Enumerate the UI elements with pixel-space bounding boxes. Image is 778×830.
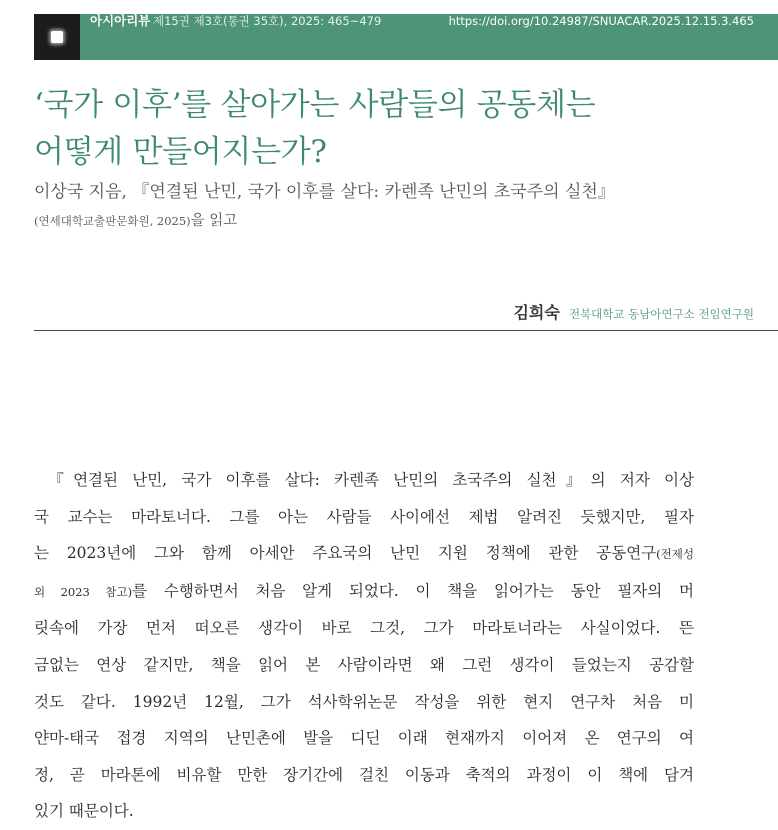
doi-link[interactable]: https://doi.org/10.24987/SNUACAR.2025.12.15.3.465	[448, 14, 754, 28]
body-line: 국 교수는 마라토너다. 그를 아는 사람들 사이에선 제법 알려진 듯했지만, 필자	[34, 507, 694, 526]
journal-issue: 제15권 제3호(통권 35호), 2025: 465~479	[153, 14, 382, 28]
book-reference-line-1: 이상국 지음, 『연결된 난민, 국가 이후를 살다: 카렌족 난민의 초국주의 실천』	[34, 182, 615, 202]
journal-name: 아시아리뷰	[90, 13, 151, 28]
body-line: 는 2023년에 그와 함께 아세안 주요국의 난민 지원 정책에 관한 공동연구(전제성	[34, 544, 694, 563]
body-line: 외 2023 참고)를 수행하면서 처음 알게 되었다. 이 책을 읽어가는 동안 필자의 머	[34, 581, 694, 600]
title-line-1: ‘국가 이후’를 살아가는 사람들의 공동체는	[34, 87, 596, 123]
author-name: 김희숙	[513, 303, 560, 322]
article-title	[34, 82, 734, 176]
body-line: 『연결된 난민, 국가 이후를 살다: 카렌족 난민의 초국주의 실천』의 저자 이상	[48, 471, 694, 489]
reading-suffix: 을 읽고	[190, 213, 238, 229]
body-line: 정, 곧 마라톤에 비유할 만한 장기간에 걸친 이동과 축적의 과정이 이 책에 담겨	[34, 765, 694, 784]
author-affiliation: 전북대학교 동남아연구소 전임연구원	[568, 307, 754, 321]
logo-dot	[51, 31, 63, 43]
body-line: 것도 같다. 1992년 12월, 그가 석사학위논문 작성을 위한 현지 연구차 처음 미	[34, 692, 694, 711]
body-line: 얀마-태국 접경 지역의 난민촌에 발을 디딘 이래 현재까지 이어져 온 연구의 여	[34, 729, 694, 748]
body-line: 금없는 연상 같지만, 책을 읽어 본 사람이라면 왜 그런 생각이 들었는지 공감할	[34, 655, 694, 674]
header-divider	[34, 330, 778, 331]
title-line-2: 어떻게 만들어지는가?	[34, 134, 327, 170]
author-byline	[513, 300, 754, 323]
journal-logo-icon	[34, 14, 80, 60]
publisher-info: (연세대학교출판문화원, 2025)	[34, 214, 191, 228]
body-paragraph	[34, 462, 694, 830]
citation-inline: (전제성	[656, 547, 694, 562]
body-line: 릿속에 가장 먼저 떠오른 생각이 바로 그것, 그가 마라토너라는 사실이었다. 뜬	[34, 619, 694, 638]
book-reference-line-2	[34, 210, 237, 232]
citation-inline: 외 2023 참고)	[34, 584, 133, 599]
body-line: 있기 때문이다.	[34, 802, 134, 821]
